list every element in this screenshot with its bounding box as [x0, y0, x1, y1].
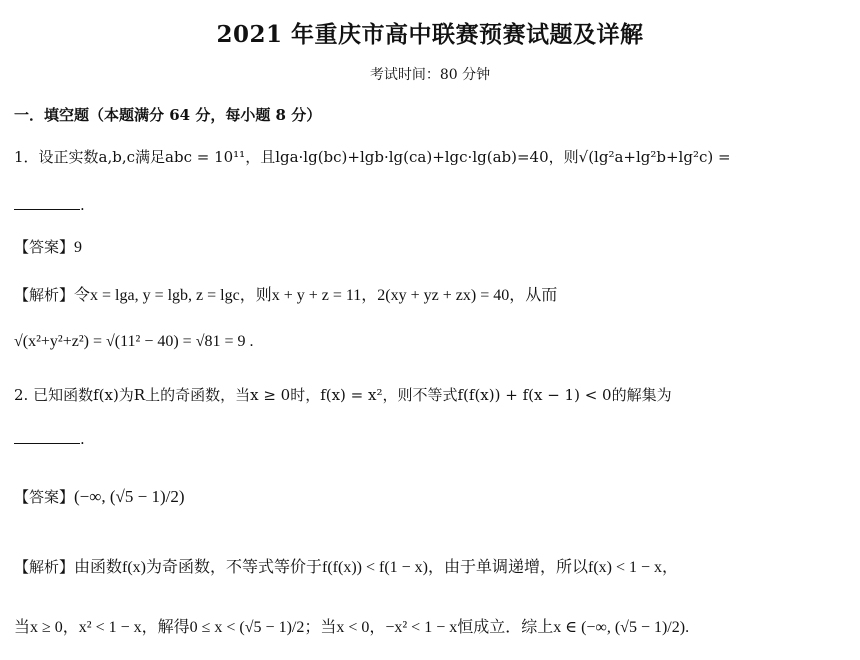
answer-label-1: 【答案】 [14, 238, 75, 256]
question-1-text [14, 146, 731, 167]
section-heading: 一．填空题（本题满分 64 分，每小题 8 分） [14, 106, 322, 124]
answer-value-1: 9 [74, 239, 83, 256]
question-1-blank: . [14, 196, 85, 214]
answer-label-2: 【答案】 [14, 488, 75, 506]
exam-time: 考试时间：80 分钟 [369, 67, 491, 83]
analysis-1-line-2: √(x²+y²+z²) = √(11² − 40) = √81 = 9 . [14, 333, 254, 350]
question-1-statement: 1．设正实数a,b,c满足abc = 10¹¹，且lga·lg(bc)+lgb·lg(ca)+lgc·lg(ab)=40，则√(lg²a+lg²b+lg²c) = [14, 148, 731, 166]
question-2-statement: 2. 已知函数f(x)为R上的奇函数，当x ≥ 0时，f(x) = x²，则不等式f(f(x)) + f(x − 1) < 0的解集为 [14, 386, 672, 404]
question-1-answer [14, 236, 82, 257]
analysis-2-line-2: 当x ≥ 0，x² < 1 − x，解得0 ≤ x < (√5 − 1)/2；当x < 0，−x² < 1 − x恒成立．综上x ∈ (−∞, (√5 − 1)/2). [14, 619, 690, 636]
question-2-answer [14, 486, 185, 507]
question-2-analysis-1 [14, 554, 678, 577]
answer-value-2: (−∞, (√5 − 1)/2) [74, 487, 185, 506]
answer-blank-1 [14, 197, 80, 210]
analysis-label-1: 【解析】 [14, 286, 75, 304]
analysis-1-line-1: 令x = lga, y = lgb, z = lgc，则x + y + z = 11，2(xy + yz + zx) = 40，从而 [74, 287, 558, 304]
analysis-2-line-1: 由函数f(x)为奇函数，不等式等价于f(f(x)) < f(1 − x)，由于单调递增，所以f(x) < 1 − x， [74, 559, 679, 576]
question-1-analysis-2 [14, 332, 254, 351]
answer-blank-2 [14, 431, 80, 444]
question-2-analysis-2 [14, 614, 689, 637]
page-title: 2021 年重庆市高中联赛预赛试题及详解 [216, 21, 644, 48]
analysis-label-2: 【解析】 [14, 558, 75, 576]
question-2-blank: . [14, 430, 85, 448]
question-2-text [14, 384, 672, 405]
question-1-analysis-1 [14, 282, 557, 305]
